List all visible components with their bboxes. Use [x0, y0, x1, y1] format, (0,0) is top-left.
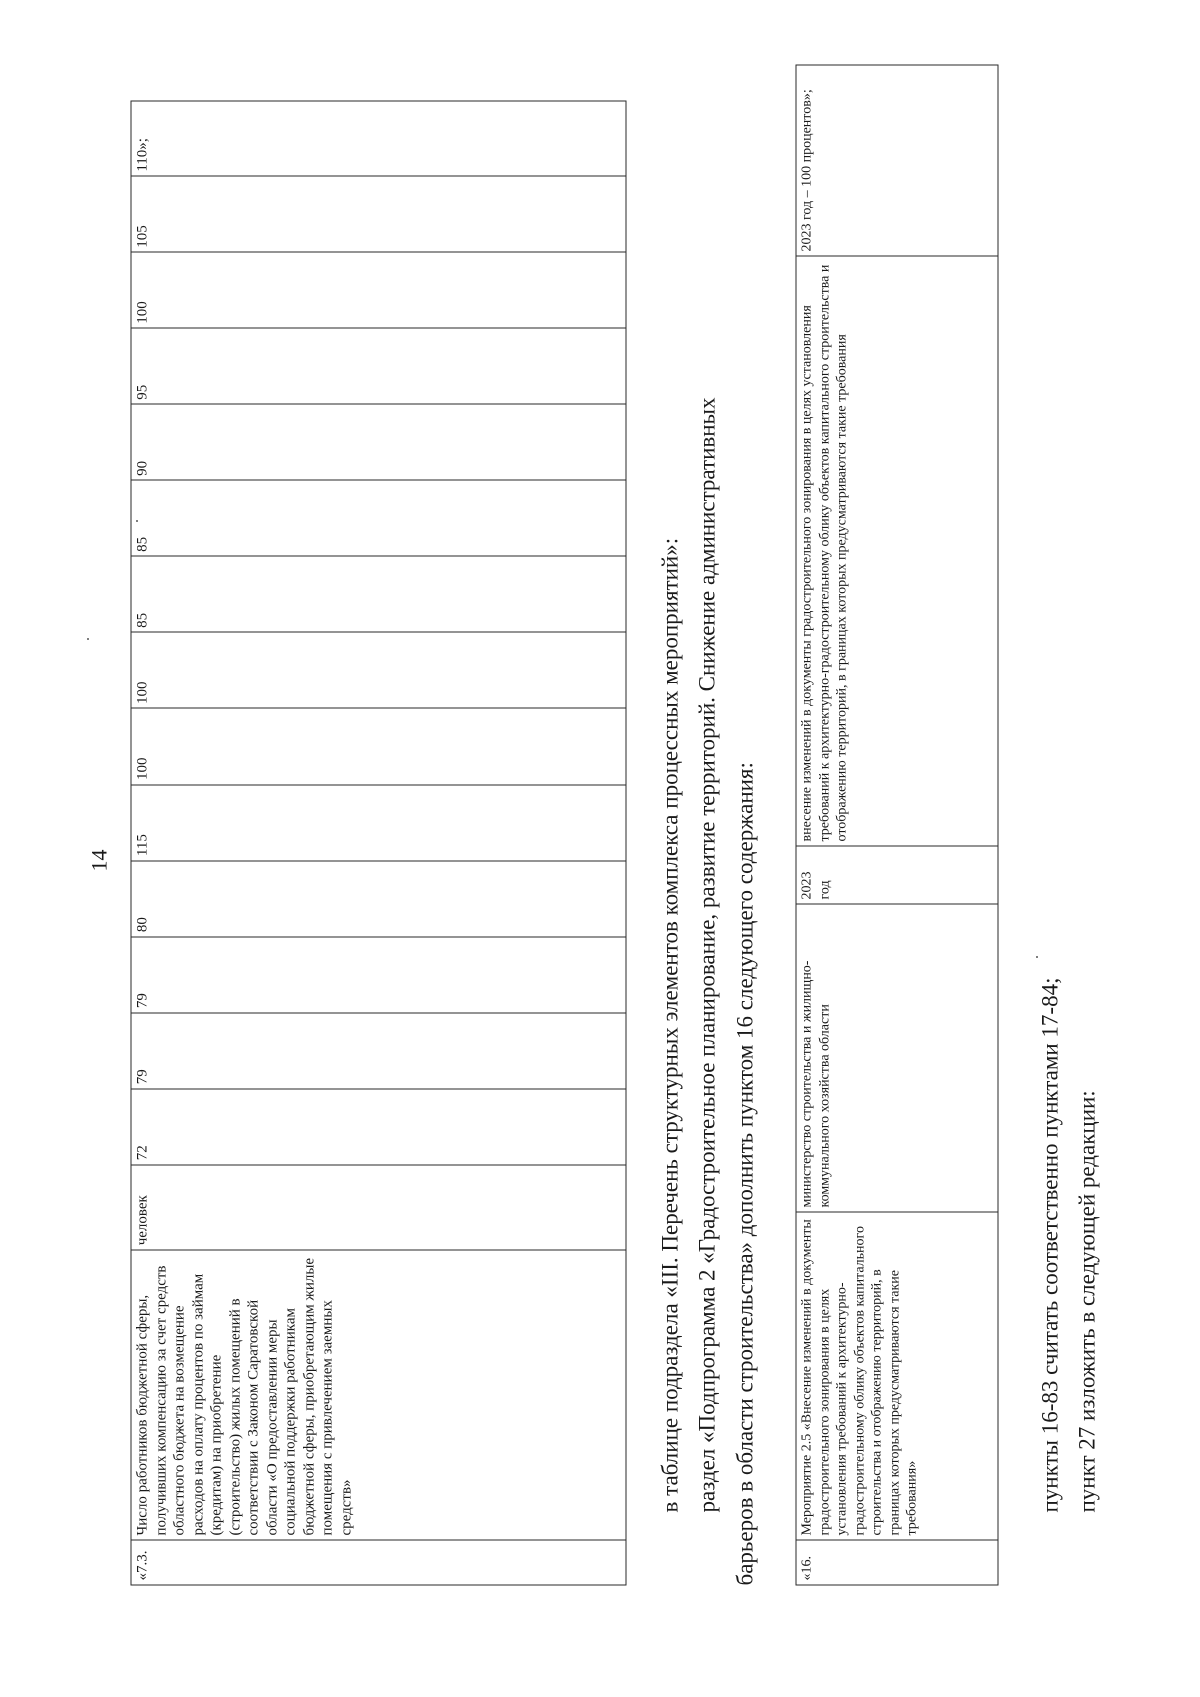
value-cell: 72 — [131, 1088, 626, 1164]
indicator-name: Число работников бюджетной сферы, получивших компенсацию за счет средств областного бюджета на возмещение расходов на оплату процентов по займам (кредитам) на приобретение (строительство) жилых помещений в соответствии с Законом Саратовской области «О предоставлении меры социальной поддержки работникам бюджетной сферы, приобретающим жилые помещения с привлечением заемных средств» — [131, 1249, 626, 1539]
table-row — [796, 65, 998, 1585]
table-row — [131, 101, 626, 1585]
responsible-executor: министерство строительства и жилищно-коммунального хозяйства области — [796, 904, 998, 1212]
value-cell: 85 — [131, 556, 626, 632]
item-number: «16. — [796, 1540, 998, 1585]
scan-speck — [1036, 956, 1038, 958]
paragraph-line: раздел «Подпрограмма 2 «Градостроительное планирование, развитие территорий. Снижение административных — [694, 396, 719, 1512]
unit-cell: человек — [131, 1164, 626, 1249]
value-cell: 115 — [131, 784, 626, 860]
scan-speck — [136, 520, 138, 522]
paragraph-line: пункты 16-83 считать соответственно пунктами 17-84; — [1037, 977, 1062, 1512]
item-number: «7.3. — [131, 1539, 626, 1584]
value-cell: 80 — [131, 860, 626, 936]
value-cell: 90 — [131, 404, 626, 480]
value-cell: 85 — [131, 480, 626, 556]
implementation-year: 2023 год — [796, 846, 998, 904]
value-cell: 100 — [131, 252, 626, 328]
value-cell: 110»; — [131, 101, 626, 176]
page-number: 14 — [86, 849, 111, 871]
paragraph-line: пункт 27 изложить в следующей редакции: — [1074, 1089, 1099, 1512]
event-name: Мероприятие 2.5 «Внесение изменений в документы градостроительного зонирования в целях установления требований к архитектурно-градостроительному облику объектов капитального строительства и отображению территорий, в границах которых предусматриваются такие требования» — [796, 1212, 998, 1540]
paragraph-line: в таблице подраздела «III. Перечень структурных элементов комплекса процессных мероприятий»: — [657, 537, 682, 1512]
value-cell: 100 — [131, 708, 626, 784]
value-cell: 100 — [131, 632, 626, 708]
value-cell: 79 — [131, 1012, 626, 1088]
value-cell: 79 — [131, 936, 626, 1012]
paragraph-line: барьеров в области строительства» дополнить пунктом 16 следующего содержания: — [732, 761, 757, 1585]
value-cell: 95 — [131, 328, 626, 404]
indicators-table — [130, 100, 626, 1585]
scan-speck — [87, 638, 89, 640]
target-value: 2023 год – 100 процентов»; — [796, 65, 998, 256]
expected-result: внесение изменений в документы градостроительного зонирования в целях установления требований к архитектурно-градостроительному облику объектов капитального строительства и отображению территорий, в границах которых предусматриваются такие требования — [796, 256, 998, 846]
events-table — [795, 64, 998, 1585]
value-cell: 105 — [131, 176, 626, 252]
